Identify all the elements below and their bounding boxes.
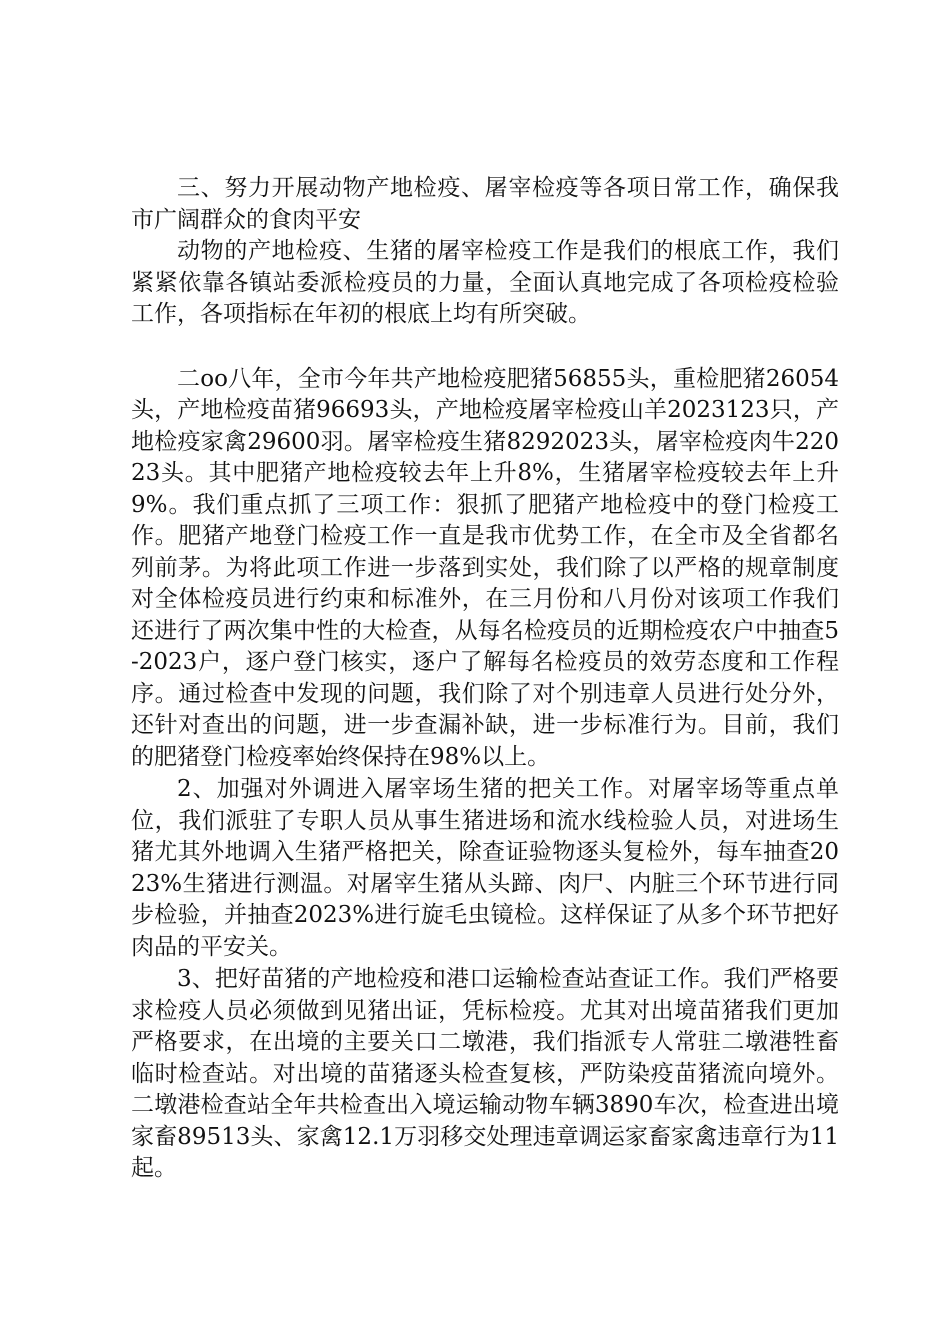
- paragraph-intro: 动物的产地检疫、生猪的屠宰检疫工作是我们的根底工作，我们紧紧依靠各镇站委派检疫员的力量，全面认真地完成了各项检疫检验工作，各项指标在年初的根底上均有所突破。: [131, 238, 839, 327]
- paragraph-2008-statistics: 二oo八年，全市今年共产地检疫肥猪56855头，重检肥猪26054头，产地检疫苗猪96693头，产地检疫屠宰检疫山羊2023123只，产地检疫家禽29600羽。屠宰检疫生猪8292023头，屠宰检疫肉牛22023头。其中肥猪产地检疫较去年上升8%，生猪屠宰检疫较去年上升9%。我们重点抓了三项工作：狠抓了肥猪产地检疫中的登门检疫工作。肥猪产地登门检疫工作一直是我市优势工作，在全市及全省都名列前茅。为将此项工作进一步落到实处，我们除了以严格的规章制度对全体检疫员进行约束和标准外，在三月份和八月份对该项工作我们还进行了两次集中性的大检查，从每名检疫员的近期检疫农户中抽查5-2023户，逐户登门核实，逐户了解每名检疫员的效劳态度和工作程序。通过检查中发现的问题，我们除了对个别违章人员进行处分外，还针对查出的问题，进一步查漏补缺，进一步标准行为。目前，我们的肥猪登门检疫率始终保持在98%以上。: [131, 365, 839, 770]
- section-heading: 三、努力开展动物产地检疫、屠宰检疫等各项日常工作，确保我市广阔群众的食肉平安: [131, 175, 839, 233]
- paragraph-item-3: 3、把好苗猪的产地检疫和港口运输检查站查证工作。我们严格要求检疫人员必须做到见猪出证，凭标检疫。尤其对出境苗猪我们更加严格要求，在出境的主要关口二墩港，我们指派专人常驻二墩港牲畜临时检查站。对出境的苗猪逐头检查复核，严防染疫苗猪流向境外。二墩港检查站全年共检查出入境运输动物车辆3890车次，检查进出境家畜89513头、家禽12.1万羽移交处理违章调运家畜家禽违章行为11起。: [131, 966, 839, 1181]
- paragraph-item-2: 2、加强对外调进入屠宰场生猪的把关工作。对屠宰场等重点单位，我们派驻了专职人员从事生猪进场和流水线检验人员，对进场生猪尤其外地调入生猪严格把关，除查证验物逐头复检外，每车抽查2023%生猪进行测温。对屠宰生猪从头蹄、肉尸、内脏三个环节进行同步检验，并抽查2023%进行旋毛虫镜检。这样保证了从多个环节把好肉品的平安关。: [131, 776, 839, 960]
- document-body: [131, 173, 839, 1185]
